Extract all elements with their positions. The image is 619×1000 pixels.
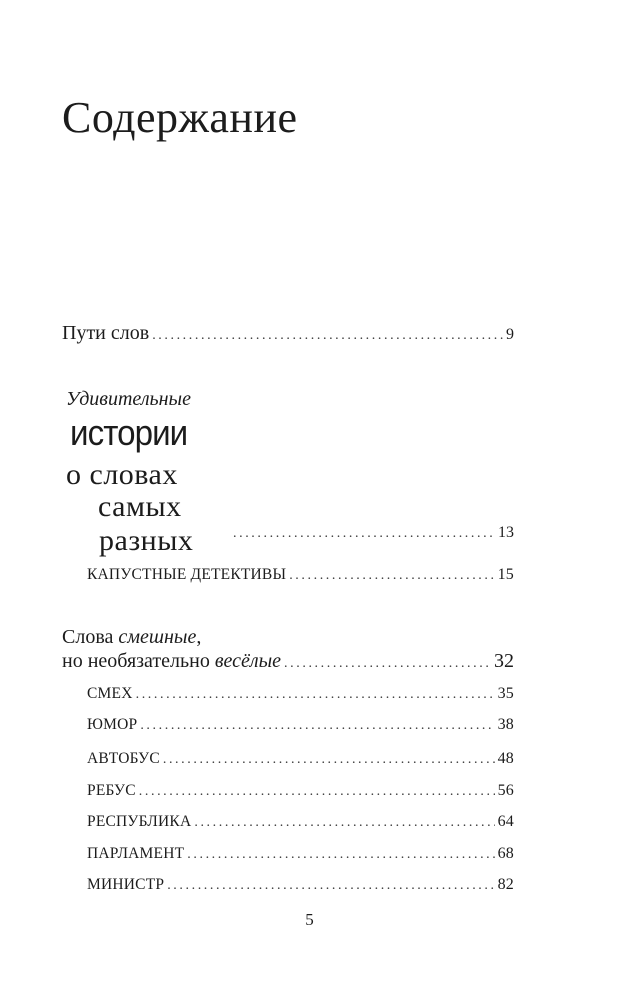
section-heading-funny-words[interactable] [62,626,201,649]
leader-dots [233,526,495,542]
toc-subentry[interactable] [87,782,514,800]
heading-italic: смешные [118,626,197,648]
toc-subentry[interactable] [87,716,514,734]
page-title: Содержание [62,93,298,142]
toc-subentry[interactable] [87,750,514,768]
heading-line-3: о словах [66,458,178,491]
toc-subentry[interactable] [87,813,514,831]
toc-subentry[interactable] [87,845,514,863]
toc-subentry-label: РЕБУС [87,782,136,799]
heading-line-5: разных [99,524,194,557]
toc-subentry-page: 35 [497,685,514,702]
heading-italic: весёлые [214,650,282,672]
toc-subentry-label: МИНИСТР [87,876,165,893]
leader-dots [289,568,494,584]
leader-dots [194,815,494,831]
toc-subentry[interactable] [87,566,514,584]
heading-line-1: Удивительные [66,388,191,410]
leader-dots [167,878,494,894]
leader-dots [163,752,495,768]
toc-subentry-label: ЮМОР [87,716,138,733]
toc-subentry[interactable] [87,876,514,894]
toc-subentry-label: КАПУСТНЫЕ ДЕТЕКТИВЫ [87,566,287,583]
leader-dots [284,656,491,672]
section-heading-stories-leader [230,524,514,542]
heading-text: Слова [62,626,119,648]
toc-subentry-page: 82 [497,876,514,893]
toc-subentry-page: 38 [497,716,514,733]
toc-subentry[interactable] [87,685,514,703]
toc-entry-page: 32 [494,650,514,672]
heading-punct: , [196,626,202,648]
leader-dots [152,328,503,344]
toc-subentry-page: 56 [497,782,514,799]
leader-dots [136,687,495,703]
leader-dots [140,718,494,734]
toc-subentry-page: 15 [497,566,514,583]
toc-entry-puti-slov[interactable] [62,322,514,345]
toc-subentry-label: АВТОБУС [87,750,160,767]
toc-subentry-page: 48 [497,750,514,767]
toc-entry-page: 9 [506,326,514,343]
toc-subentry-label: СМЕХ [87,685,133,702]
heading-line-2: истории [70,412,188,453]
toc-subentry-page: 64 [497,813,514,830]
leader-dots [139,784,495,800]
toc-subentry-label: РЕСПУБЛИКА [87,813,192,830]
section-heading-funny-words-line2[interactable] [62,650,514,673]
heading-text: но необязательно [62,650,215,672]
toc-subentry-label: ПАРЛАМЕНТ [87,845,185,862]
leader-dots [187,847,494,863]
toc-entry-label: Пути слов [62,322,150,344]
toc-subentry-page: 68 [497,845,514,862]
toc-entry-page: 13 [498,524,514,541]
page-number: 5 [305,910,314,929]
toc-entry-label [62,650,281,673]
heading-line-4: самых [98,490,182,523]
